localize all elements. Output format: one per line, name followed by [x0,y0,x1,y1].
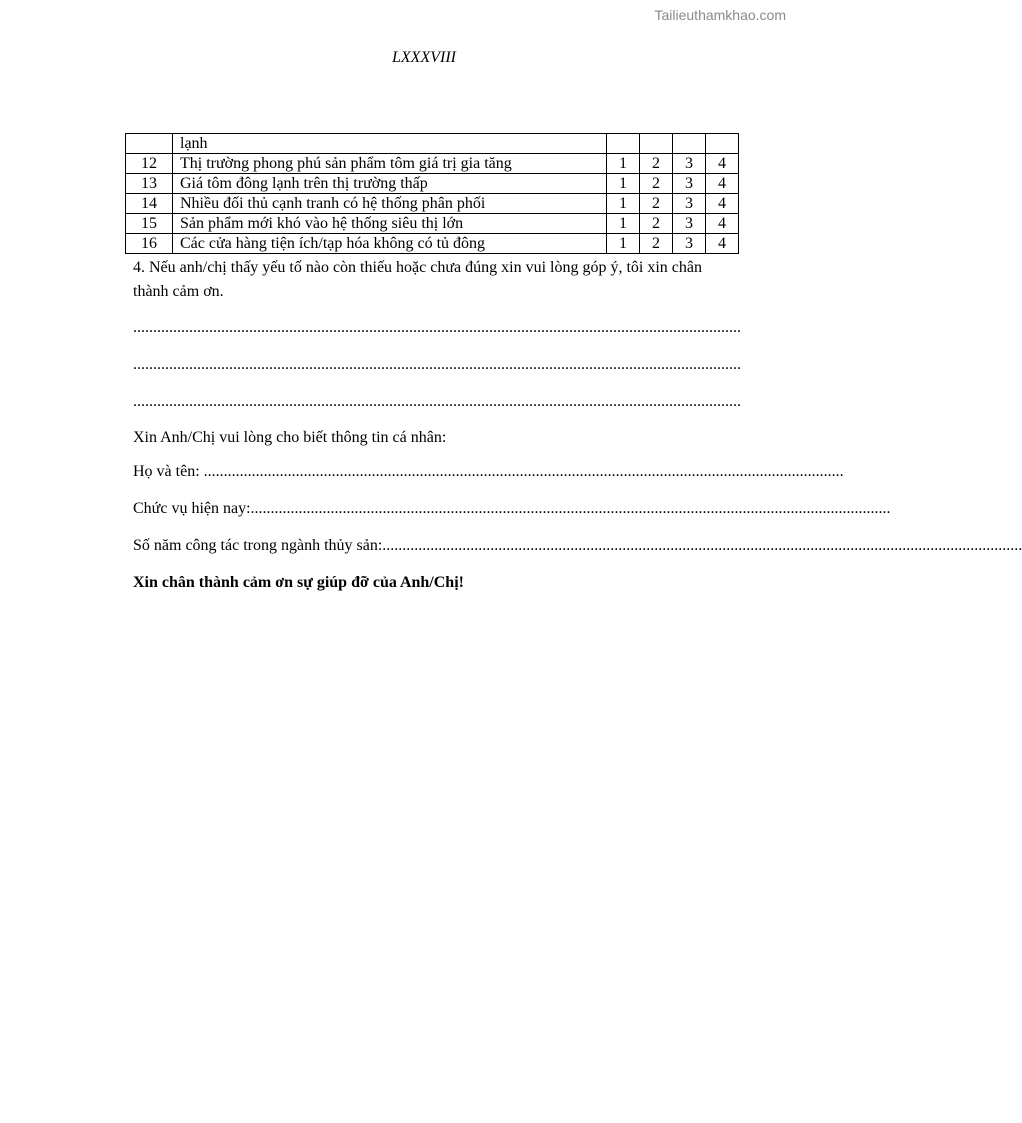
name-field[interactable] [133,462,844,482]
score-cell [607,134,640,154]
row-number [126,134,173,154]
score-cell[interactable]: 3 [673,174,706,194]
score-cell[interactable]: 4 [706,194,739,214]
answer-line[interactable]: ........................................................................................................................................................ [133,393,741,410]
score-cell [706,134,739,154]
name-dots[interactable]: ................................................................................................................................................................ [203,463,844,480]
question-4: 4. Nếu anh/chị thấy yếu tố nào còn thiếu hoặc chưa đúng xin vui lòng góp ý, tôi xin chân thành cảm ơn. [133,259,702,300]
answer-line[interactable]: ........................................................................................................................................................ [133,319,741,336]
name-label: Họ và tên: [133,463,200,480]
table-row [126,174,739,194]
years-dots[interactable]: ................................................................................................................................................................ [382,537,1022,554]
row-number: 15 [126,214,173,234]
position-field[interactable] [133,499,891,519]
score-cell[interactable]: 4 [706,174,739,194]
years-label: Số năm công tác trong ngành thủy sản: [133,537,383,554]
score-cell[interactable]: 1 [607,214,640,234]
score-cell[interactable]: 1 [607,194,640,214]
table-row [126,134,739,154]
answer-line[interactable]: ........................................................................................................................................................ [133,356,741,373]
survey-table [125,133,739,254]
row-text: Thị trường phong phú sản phẩm tôm giá trị gia tăng [173,154,607,174]
score-cell[interactable]: 1 [607,234,640,254]
score-cell[interactable]: 2 [640,234,673,254]
score-cell[interactable]: 4 [706,154,739,174]
row-text: Nhiều đối thủ cạnh tranh có hệ thống phân phối [173,194,607,214]
score-cell[interactable]: 4 [706,214,739,234]
table-row [126,194,739,214]
score-cell[interactable]: 1 [607,154,640,174]
score-cell[interactable]: 4 [706,234,739,254]
score-cell[interactable]: 3 [673,194,706,214]
position-label: Chức vụ hiện nay: [133,500,251,517]
score-cell[interactable]: 2 [640,194,673,214]
thanks-message: Xin chân thành cảm ơn sự giúp đỡ của Anh/Chị! [133,574,464,591]
score-cell[interactable]: 2 [640,214,673,234]
position-dots[interactable]: ................................................................................................................................................................ [250,500,891,517]
table-row [126,154,739,174]
score-cell[interactable]: 3 [673,234,706,254]
score-cell [673,134,706,154]
table-row [126,234,739,254]
row-text: Các cửa hàng tiện ích/tạp hóa không có tủ đông [173,234,607,254]
row-number: 13 [126,174,173,194]
row-number: 16 [126,234,173,254]
row-text: Giá tôm đông lạnh trên thị trường thấp [173,174,607,194]
page-number: LXXXVIII [392,49,456,66]
score-cell[interactable]: 3 [673,214,706,234]
row-number: 14 [126,194,173,214]
personal-info-prompt: Xin Anh/Chị vui lòng cho biết thông tin cá nhân: [133,429,447,446]
row-text: lạnh [173,134,607,154]
years-field[interactable] [133,536,1022,556]
score-cell[interactable]: 2 [640,174,673,194]
row-text: Sản phẩm mới khó vào hệ thống siêu thị lớn [173,214,607,234]
score-cell [640,134,673,154]
watermark: Tailieuthamkhao.com [654,7,786,23]
score-cell[interactable]: 1 [607,174,640,194]
score-cell[interactable]: 3 [673,154,706,174]
row-number: 12 [126,154,173,174]
table-row [126,214,739,234]
score-cell[interactable]: 2 [640,154,673,174]
